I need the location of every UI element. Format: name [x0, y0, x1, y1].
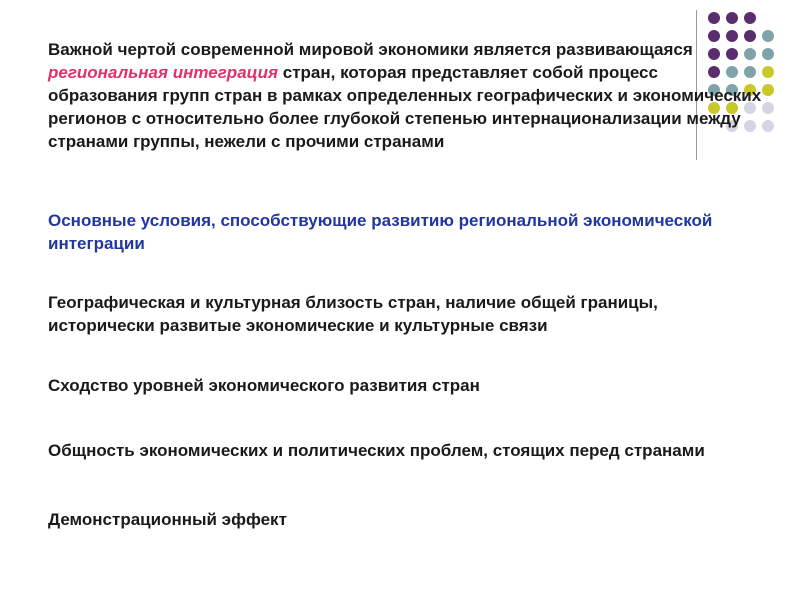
condition-item: Сходство уровней экономического развития стран [48, 376, 480, 395]
condition-item: Демонстрационный эффект [48, 510, 287, 529]
condition-item: Общность экономических и политических проблем, стоящих перед странами [48, 441, 705, 460]
decor-dot [708, 12, 720, 24]
intro-text-end: стран, которая представляет собой процесс образования групп стран в рамках определенных географических и экономических регионов с относительно более глубокой степенью интернационализации между странами группы, нежели с прочими странами [48, 63, 762, 151]
intro-emphasis: региональная интеграция [48, 63, 279, 82]
intro-paragraph [48, 38, 768, 153]
conditions-heading: Основные условия, способствующие развитию региональной экономической интеграции [48, 211, 713, 253]
condition-item: Географическая и культурная близость стран, наличие общей границы, исторически развитые экономические и культурные связи [48, 293, 658, 335]
decor-dot [744, 12, 756, 24]
intro-text-start: Важной чертой современной мировой экономики является развивающаяся [48, 40, 693, 59]
decor-dot [726, 12, 738, 24]
